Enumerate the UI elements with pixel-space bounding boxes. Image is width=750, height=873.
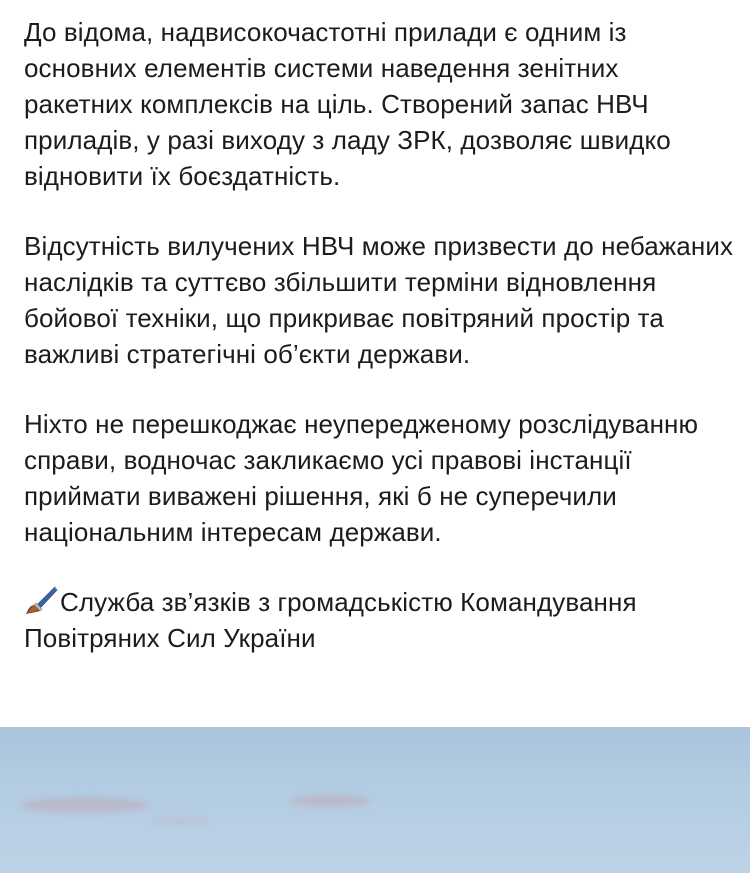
signature (24, 584, 734, 656)
cloud-wisp (150, 817, 210, 825)
signature-text-1: Служба зв’язків з громадськістю Командування (60, 587, 637, 617)
paragraph-3: Ніхто не перешкоджає неупередженому розслідуванню справи, водночас закликаємо усі правові інстанції приймати виважені рішення, які б не суперечили національним інтересам держави. (24, 409, 699, 547)
cloud-wisp (290, 795, 370, 807)
signature-line-1 (24, 584, 734, 620)
sky-photo[interactable] (0, 727, 750, 873)
paintbrush-icon (24, 585, 58, 615)
paragraph-2: Відсутність вилучених НВЧ може призвести до небажаних наслідків та суттєво збільшити терміни відновлення бойової техніки, що прикриває повітряний простір та важливі стратегічні об’єкти держави. (24, 231, 734, 369)
signature-line-2: Повітряних Сил України (24, 623, 316, 653)
paragraph-1: До відома, надвисокочастотні прилади є одним із основних елементів системи наведення зенітних ракетних комплексів на ціль. Створений запас НВЧ приладів, у разі виходу з ладу ЗРК, дозволяє швидко відновити їх боєздатність. (24, 17, 671, 191)
cloud-wisp (20, 797, 150, 813)
post-text (24, 14, 734, 690)
